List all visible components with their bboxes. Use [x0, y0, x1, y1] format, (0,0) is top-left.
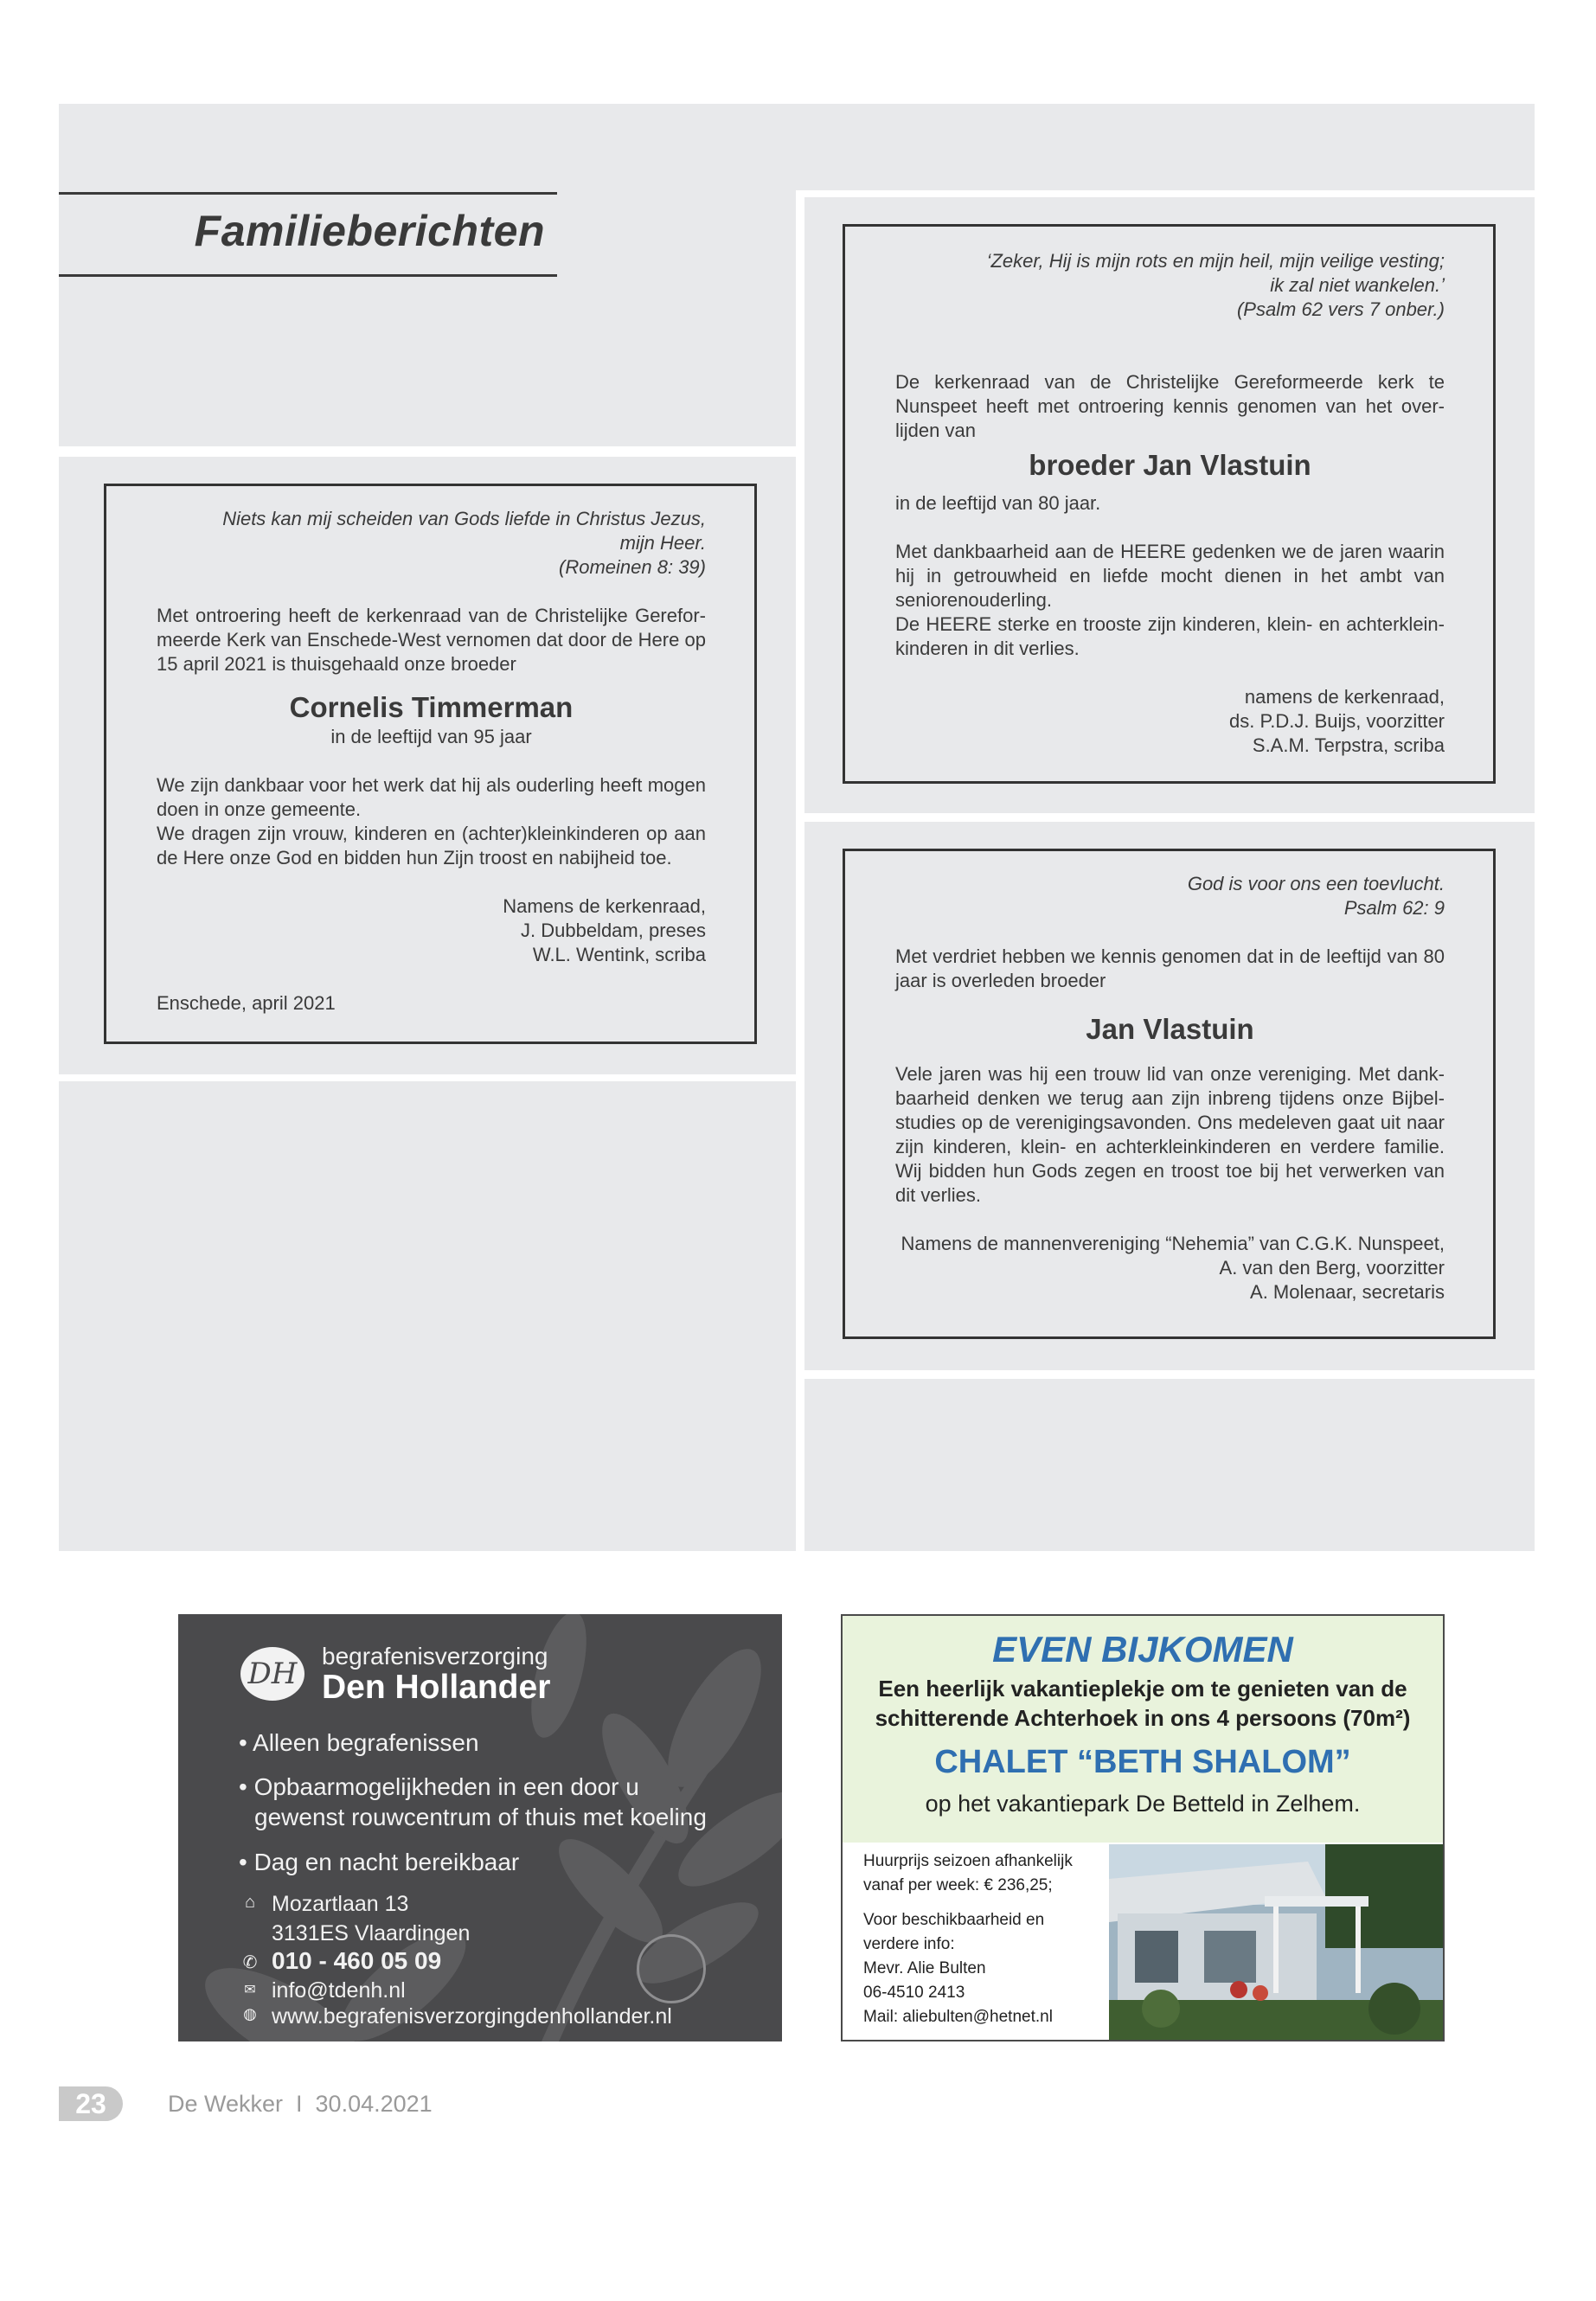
chalet-headline: EVEN BIJKOMEN	[992, 1629, 1293, 1670]
phone-icon: ✆	[242, 1953, 258, 1972]
signature-line: A. van den Berg, voorzitter	[1219, 1257, 1445, 1279]
quote-reference: Psalm 62: 9	[1343, 897, 1445, 919]
chalet-name: CHALET “BETH SHALOM”	[934, 1744, 1351, 1780]
signature-line: Namens de mannenvereniging “Nehemia” van C.G.K. Nunspeet,	[901, 1233, 1445, 1254]
notice-body: Vele jaren was hij een trouw lid van onze vereniging. Met dankbaarheid denken we terug aan zijn inbreng tijdens onze Bijbelstudies op de verenigingsavonden. Ons medeleven gaat uit naar zijn kinderen, klein- en achterkleinkinderen en verdere familie. Wij bidden hun Gods zegen en troost toe bij het verwerken van dit verlies.	[895, 1063, 1445, 1206]
chalet-availability: verdere info:	[863, 1935, 955, 1953]
ad-chalet-beth-shalom	[841, 1614, 1445, 2041]
dh-bullet: • Dag en nacht bereikbaar	[239, 1849, 520, 1875]
page-title: Familieberichten	[194, 207, 545, 255]
chalet-subline: schitterende Achterhoek in ons 4 persoons (70m²)	[875, 1705, 1411, 1731]
mail-icon: ✉	[244, 1983, 256, 1997]
quote-line: mijn Heer.	[619, 532, 706, 554]
signature-line: A. Molenaar, secretaris	[1250, 1281, 1445, 1303]
page-number: 23	[59, 2086, 123, 2121]
place-date: Enschede, april 2021	[157, 992, 336, 1014]
dh-phone: 010 - 460 05 09	[272, 1947, 442, 1974]
header-rule-top	[59, 192, 557, 195]
signature-line: ds. P.D.J. Buijs, voorzitter	[1228, 710, 1445, 732]
globe-icon: ◍	[243, 2005, 257, 2022]
quote-line: ik zal niet wankelen.’	[1270, 274, 1445, 296]
chalet-contact-phone: 06-4510 2413	[863, 1984, 965, 2002]
signature-line: namens de kerkenraad,	[1244, 686, 1445, 708]
dh-website: www.begrafenisverzorgingdenhollander.nl	[272, 2004, 672, 2029]
notice-intro: Met ontroering heeft de kerkenraad van de Christelijke Gereformeerde Kerk van Enschede-West vernomen dat door de Here op 15 april 2021 is thuisgehaald onze broeder	[157, 605, 706, 675]
notice-timmerman	[104, 484, 757, 1044]
ad-den-hollander	[178, 1614, 782, 2041]
chalet-price: Huurprijs seizoen afhankelijk	[863, 1852, 1073, 1870]
deceased-age: in de leeftijd van 80 jaar.	[895, 492, 1101, 514]
quote-line: God is voor ons een toevlucht.	[1187, 873, 1445, 894]
chalet-availability: Voor beschikbaarheid en	[863, 1911, 1045, 1929]
quote-reference: (Romeinen 8: 39)	[559, 556, 706, 578]
dh-brand: Den Hollander	[322, 1669, 551, 1706]
chalet-subline: Een heerlijk vakantieplekje om te genieten van de	[878, 1676, 1407, 1702]
header-rule-bottom	[59, 274, 557, 277]
quote-line: Niets kan mij scheiden van Gods liefde in Christus Jezus,	[222, 508, 706, 529]
signature-line: J. Dubbeldam, preses	[521, 920, 706, 941]
dh-kicker: begrafenisverzorging	[322, 1643, 548, 1670]
signature-line: Namens de kerkenraad,	[503, 895, 706, 917]
notice-nehemia	[843, 849, 1496, 1339]
dh-email: info@tdenh.nl	[272, 1978, 406, 2003]
deceased-name: Cornelis Timmerman	[289, 691, 574, 723]
quote-line: ‘Zeker, Hij is mijn rots en mijn heil, mijn veilige vesting;	[986, 250, 1445, 272]
home-icon: ⌂	[244, 1893, 256, 1912]
deceased-name: Jan Vlastuin	[1086, 1013, 1254, 1045]
chalet-photo	[1109, 1844, 1445, 2041]
deceased-name: broeder Jan Vlastuin	[1029, 449, 1311, 481]
notice-body: Met dankbaarheid aan de HEERE gedenken we de jaren waarin hij in getrouwheid en liefde mocht dienen in het ambt van seniorenouderling.	[895, 541, 1445, 611]
dh-bullet-continued: gewenst rouwcentrum of thuis met koeling	[254, 1804, 707, 1830]
publication-info: De Wekker I 30.04.2021	[168, 2091, 433, 2117]
notice-kerkenraad	[843, 224, 1496, 784]
chalet-location: op het vakantiepark De Betteld in Zelhem.	[925, 1791, 1361, 1817]
dh-bullet: • Opbaarmogelijkheden in een door u	[239, 1773, 639, 1800]
chalet-price: vanaf per week: € 236,25;	[863, 1876, 1053, 1894]
notice-intro: Met verdriet hebben we kennis genomen dat in de leeftijd van 80 jaar is overleden broeder	[895, 945, 1445, 991]
notice-body: We zijn dankbaar voor het werk dat hij als ouderling heeft mogen doen in onze gemeente.	[157, 774, 706, 820]
notice-intro: De kerkenraad van de Christelijke Gereformeerde kerk te Nunspeet heeft met ontroering kennis genomen van het overlijden van	[895, 371, 1445, 441]
notice-body: We dragen zijn vrouw, kinderen en (achter)kleinkinderen op aan de Here onze God en bidden hun Zijn troost en nabijheid toe.	[157, 823, 706, 868]
deceased-age: in de leeftijd van 95 jaar	[330, 726, 532, 747]
quote-reference: (Psalm 62 vers 7 onber.)	[1236, 298, 1445, 320]
top-band	[59, 104, 1535, 190]
dh-bullet: • Alleen begrafenissen	[239, 1729, 479, 1756]
bottom-right-panel	[804, 1379, 1535, 1551]
chalet-contact-mail: Mail: aliebulten@hetnet.nl	[863, 2008, 1053, 2026]
dh-address-city: 3131ES Vlaardingen	[272, 1921, 471, 1945]
certification-seal-icon	[637, 1934, 706, 2003]
chalet-contact-name: Mevr. Alie Bulten	[863, 1959, 986, 1977]
bottom-left-panel	[59, 1081, 796, 1551]
dh-address-street: Mozartlaan 13	[272, 1892, 409, 1916]
dh-logo-icon: DH	[240, 1647, 304, 1701]
signature-line: S.A.M. Terpstra, scriba	[1252, 734, 1445, 756]
notice-body: De HEERE sterke en trooste zijn kinderen, klein- en achterkleinkinderen in dit verlies.	[895, 613, 1445, 659]
signature-line: W.L. Wentink, scriba	[532, 944, 706, 965]
